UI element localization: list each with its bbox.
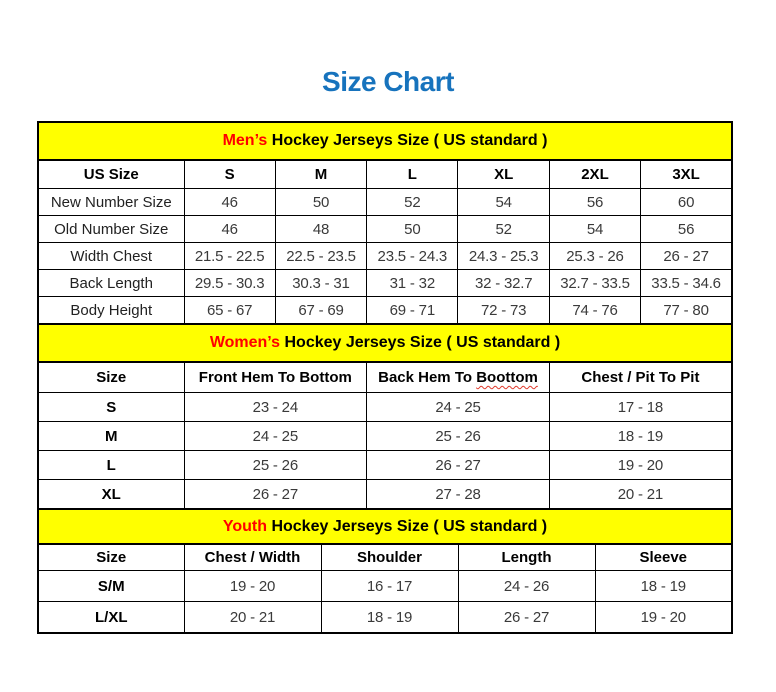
size-value: 23 - 24 — [184, 393, 367, 422]
row-label: S — [38, 393, 184, 422]
mens-header-m: M — [275, 160, 366, 189]
size-value: 19 - 20 — [549, 451, 732, 480]
womens-size-table — [37, 323, 733, 510]
size-value: 25 - 26 — [367, 422, 550, 451]
size-value: 20 - 21 — [184, 602, 321, 634]
row-label: Body Height — [38, 297, 184, 325]
table-row — [38, 189, 732, 216]
row-label: XL — [38, 480, 184, 510]
size-chart-tables — [37, 121, 733, 634]
size-value: 54 — [549, 216, 640, 243]
womens-header-size: Size — [38, 362, 184, 393]
mens-size-table — [37, 121, 733, 325]
size-value: 19 - 20 — [595, 602, 732, 634]
youth-size-table — [37, 508, 733, 634]
size-value: 31 - 32 — [367, 270, 458, 297]
row-label: Back Length — [38, 270, 184, 297]
size-value: 25.3 - 26 — [549, 243, 640, 270]
size-value: 77 - 80 — [641, 297, 732, 325]
table-row — [38, 571, 732, 602]
back-hem-prefix: Back Hem To — [378, 369, 477, 386]
size-value: 26 - 27 — [641, 243, 732, 270]
youth-header-chest-width: Chest / Width — [184, 544, 321, 571]
size-value: 33.5 - 34.6 — [641, 270, 732, 297]
table-row — [38, 602, 732, 634]
size-value: 18 - 19 — [549, 422, 732, 451]
size-value: 52 — [458, 216, 549, 243]
table-row — [38, 422, 732, 451]
size-value: 26 - 27 — [184, 480, 367, 510]
size-value: 54 — [458, 189, 549, 216]
size-value: 50 — [367, 216, 458, 243]
mens-header-3xl: 3XL — [641, 160, 732, 189]
mens-header-us-size: US Size — [38, 160, 184, 189]
size-value: 52 — [367, 189, 458, 216]
size-value: 24 - 25 — [367, 393, 550, 422]
row-label: L/XL — [38, 602, 184, 634]
spellcheck-typo-word: Boottom — [476, 369, 538, 386]
youth-header-shoulder: Shoulder — [321, 544, 458, 571]
row-label: Old Number Size — [38, 216, 184, 243]
womens-section-banner — [38, 324, 732, 362]
size-value: 56 — [549, 189, 640, 216]
size-value: 60 — [641, 189, 732, 216]
row-label: New Number Size — [38, 189, 184, 216]
size-value: 56 — [641, 216, 732, 243]
size-value: 74 - 76 — [549, 297, 640, 325]
mens-header-s: S — [184, 160, 275, 189]
page-title: Size Chart — [322, 66, 454, 97]
size-value: 72 - 73 — [458, 297, 549, 325]
size-value: 69 - 71 — [367, 297, 458, 325]
mens-banner-text: Hockey Jerseys Size ( US standard ) — [267, 132, 548, 149]
youth-header-length: Length — [458, 544, 595, 571]
size-value: 30.3 - 31 — [275, 270, 366, 297]
size-value: 32.7 - 33.5 — [549, 270, 640, 297]
size-value: 24.3 - 25.3 — [458, 243, 549, 270]
youth-section-banner — [38, 509, 732, 544]
size-value: 16 - 17 — [321, 571, 458, 602]
size-value: 19 - 20 — [184, 571, 321, 602]
row-label: Width Chest — [38, 243, 184, 270]
mens-header-2xl: 2XL — [549, 160, 640, 189]
size-value: 24 - 25 — [184, 422, 367, 451]
size-value: 25 - 26 — [184, 451, 367, 480]
size-value: 23.5 - 24.3 — [367, 243, 458, 270]
size-value: 20 - 21 — [549, 480, 732, 510]
size-value: 18 - 19 — [595, 571, 732, 602]
womens-banner-text: Hockey Jerseys Size ( US standard ) — [280, 334, 561, 351]
size-value: 32 - 32.7 — [458, 270, 549, 297]
womens-header-chest: Chest / Pit To Pit — [549, 362, 732, 393]
mens-banner-highlight: Men’s — [222, 132, 268, 149]
youth-header-size: Size — [38, 544, 184, 571]
table-row — [38, 243, 732, 270]
youth-banner-highlight: Youth — [222, 517, 267, 535]
row-label: M — [38, 422, 184, 451]
size-value: 67 - 69 — [275, 297, 366, 325]
size-value: 48 — [275, 216, 366, 243]
womens-header-back-hem — [367, 362, 550, 393]
womens-banner-highlight: Women’s — [209, 334, 281, 351]
youth-banner-text: Hockey Jerseys Size ( US standard ) — [267, 517, 548, 535]
mens-section-banner — [38, 122, 732, 160]
table-row — [38, 480, 732, 510]
size-value: 21.5 - 22.5 — [184, 243, 275, 270]
size-value: 24 - 26 — [458, 571, 595, 602]
size-value: 50 — [275, 189, 366, 216]
table-row — [38, 393, 732, 422]
table-row — [38, 216, 732, 243]
row-label: S/M — [38, 571, 184, 602]
size-value: 27 - 28 — [367, 480, 550, 510]
mens-header-l: L — [367, 160, 458, 189]
youth-header-sleeve: Sleeve — [595, 544, 732, 571]
table-row — [38, 270, 732, 297]
size-value: 29.5 - 30.3 — [184, 270, 275, 297]
size-value: 22.5 - 23.5 — [275, 243, 366, 270]
mens-header-xl: XL — [458, 160, 549, 189]
size-value: 17 - 18 — [549, 393, 732, 422]
size-value: 26 - 27 — [458, 602, 595, 634]
size-value: 26 - 27 — [367, 451, 550, 480]
table-row — [38, 451, 732, 480]
size-value: 65 - 67 — [184, 297, 275, 325]
table-row — [38, 297, 732, 325]
size-value: 46 — [184, 216, 275, 243]
row-label: L — [38, 451, 184, 480]
womens-header-front-hem: Front Hem To Bottom — [184, 362, 367, 393]
size-value: 46 — [184, 189, 275, 216]
size-value: 18 - 19 — [321, 602, 458, 634]
